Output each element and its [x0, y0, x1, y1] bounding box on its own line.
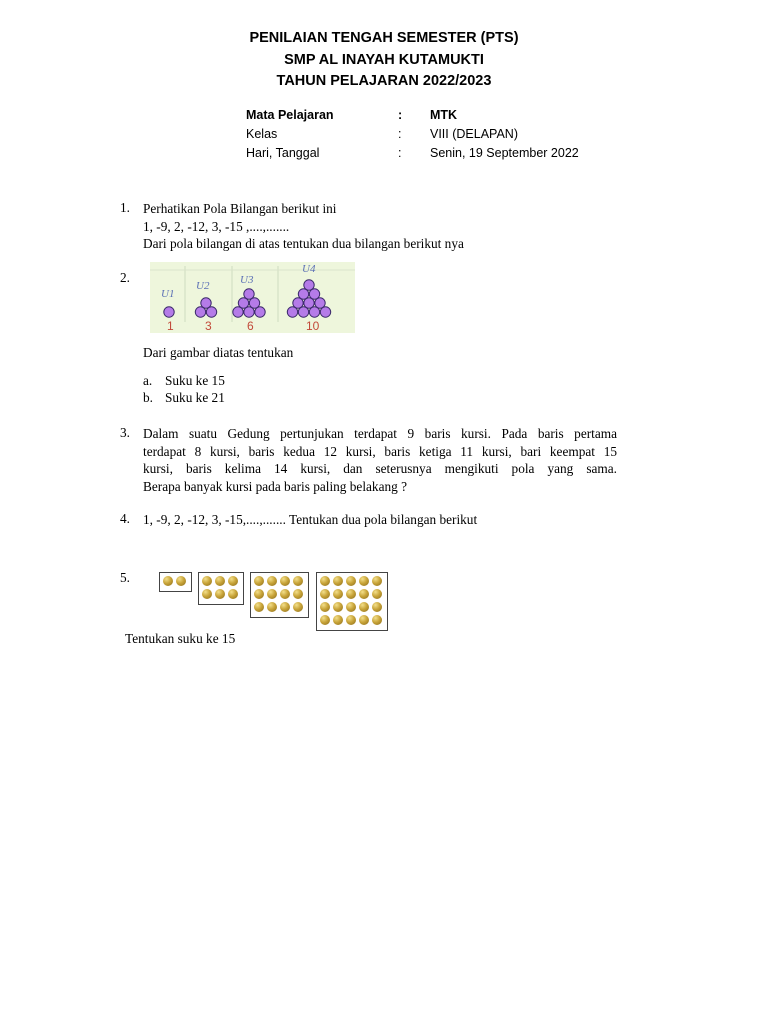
- term-label: U4: [302, 263, 316, 275]
- term-label: U1: [161, 288, 175, 300]
- pattern-dot: [201, 298, 211, 308]
- ball: [202, 576, 212, 586]
- term-label: U3: [240, 274, 254, 286]
- ball: [267, 602, 277, 612]
- ball: [372, 589, 382, 599]
- ball: [346, 576, 356, 586]
- info-label: Kelas: [246, 127, 278, 141]
- question-3-line: Dalam suatu Gedung pertunjukan terdapat 9 baris kursi. Pada baris pertama: [143, 426, 617, 441]
- ball: [163, 576, 173, 586]
- count-label: 1: [167, 319, 174, 333]
- count-label: 3: [205, 319, 212, 333]
- ball-group-box: [316, 572, 388, 631]
- option-marker: b.: [143, 390, 153, 405]
- ball: [202, 589, 212, 599]
- question-4: 1, -9, 2, -12, 3, -15,....,....... Tentukan dua pola bilangan berikut: [143, 512, 478, 527]
- ball: [359, 602, 369, 612]
- info-row-subject: [246, 108, 646, 126]
- question-number: 5.: [120, 570, 130, 585]
- ball: [333, 589, 343, 599]
- ball: [333, 615, 343, 625]
- ball: [372, 576, 382, 586]
- ball: [293, 576, 303, 586]
- info-value: MTK: [430, 108, 458, 122]
- ball: [215, 576, 225, 586]
- pattern-dot: [304, 280, 314, 290]
- question-number: 4.: [120, 511, 130, 526]
- ball: [372, 615, 382, 625]
- info-row-class: [246, 127, 646, 145]
- info-colon: :: [398, 127, 402, 141]
- ball: [280, 576, 290, 586]
- ball: [333, 576, 343, 586]
- question-1-line: Dari pola bilangan di atas tentukan dua bilangan berikut nya: [143, 236, 464, 251]
- ball: [333, 602, 343, 612]
- triangular-pattern-figure: [150, 262, 355, 333]
- ball: [267, 576, 277, 586]
- ball: [254, 576, 264, 586]
- ball-group-box: [250, 572, 309, 618]
- ball: [359, 576, 369, 586]
- pattern-dot: [164, 307, 174, 317]
- ball-group-box: [198, 572, 244, 605]
- info-value: Senin, 19 September 2022: [430, 146, 579, 160]
- question-2-prompt: Dari gambar diatas tentukan: [143, 345, 294, 360]
- ball: [372, 602, 382, 612]
- ball: [280, 602, 290, 612]
- info-row-date: [246, 146, 646, 164]
- term-label: U2: [196, 280, 210, 292]
- info-value: VIII (DELAPAN): [430, 127, 518, 141]
- ball: [359, 589, 369, 599]
- ball: [293, 602, 303, 612]
- ball: [346, 615, 356, 625]
- ball: [254, 589, 264, 599]
- ball: [228, 576, 238, 586]
- ball: [228, 589, 238, 599]
- ball: [320, 589, 330, 599]
- question-number: 2.: [120, 270, 130, 285]
- ball: [267, 589, 277, 599]
- question-3: [143, 425, 617, 495]
- ball: [346, 602, 356, 612]
- ball: [320, 615, 330, 625]
- ball: [346, 589, 356, 599]
- info-label: Hari, Tanggal: [246, 146, 320, 160]
- header-title: PENILAIAN TENGAH SEMESTER (PTS): [249, 30, 519, 46]
- question-5-prompt: Tentukan suku ke 15: [125, 631, 236, 646]
- header-year: TAHUN PELAJARAN 2022/2023: [276, 73, 492, 89]
- question-3-line: Berapa banyak kursi pada baris paling belakang ?: [143, 478, 407, 494]
- question-1-line: Perhatikan Pola Bilangan berikut ini: [143, 201, 337, 216]
- count-label: 10: [306, 319, 320, 333]
- ball: [176, 576, 186, 586]
- question-1: [143, 200, 623, 253]
- info-colon: :: [398, 146, 402, 160]
- header-school: SMP AL INAYAH KUTAMUKTI: [284, 51, 484, 68]
- ball: [215, 589, 225, 599]
- ball: [320, 576, 330, 586]
- question-3-line: terdapat 8 kursi, baris kedua 12 kursi, baris ketiga 11 kursi, bari keempat 15: [143, 443, 617, 459]
- question-1-line: 1, -9, 2, -12, 3, -15 ,....,.......: [143, 218, 290, 234]
- option-marker: a.: [143, 373, 153, 388]
- question-3-line: kursi, baris kelima 14 kursi, dan seterusnya mengikuti pola yang sama.: [143, 461, 617, 476]
- info-label: Mata Pelajaran: [246, 108, 334, 122]
- option-text: Suku ke 15: [165, 373, 225, 388]
- option-text: Suku ke 21: [165, 390, 225, 405]
- question-number: 3.: [120, 425, 130, 440]
- count-label: 6: [247, 319, 254, 333]
- ball: [280, 589, 290, 599]
- ball-group-box: [159, 572, 192, 592]
- ball: [320, 602, 330, 612]
- document-header: [0, 28, 768, 93]
- question-number: 1.: [120, 200, 130, 215]
- ball: [293, 589, 303, 599]
- info-colon: :: [398, 108, 403, 122]
- pattern-dot: [244, 289, 254, 299]
- ball: [359, 615, 369, 625]
- ball: [254, 602, 264, 612]
- triangular-pattern-svg: [150, 262, 355, 333]
